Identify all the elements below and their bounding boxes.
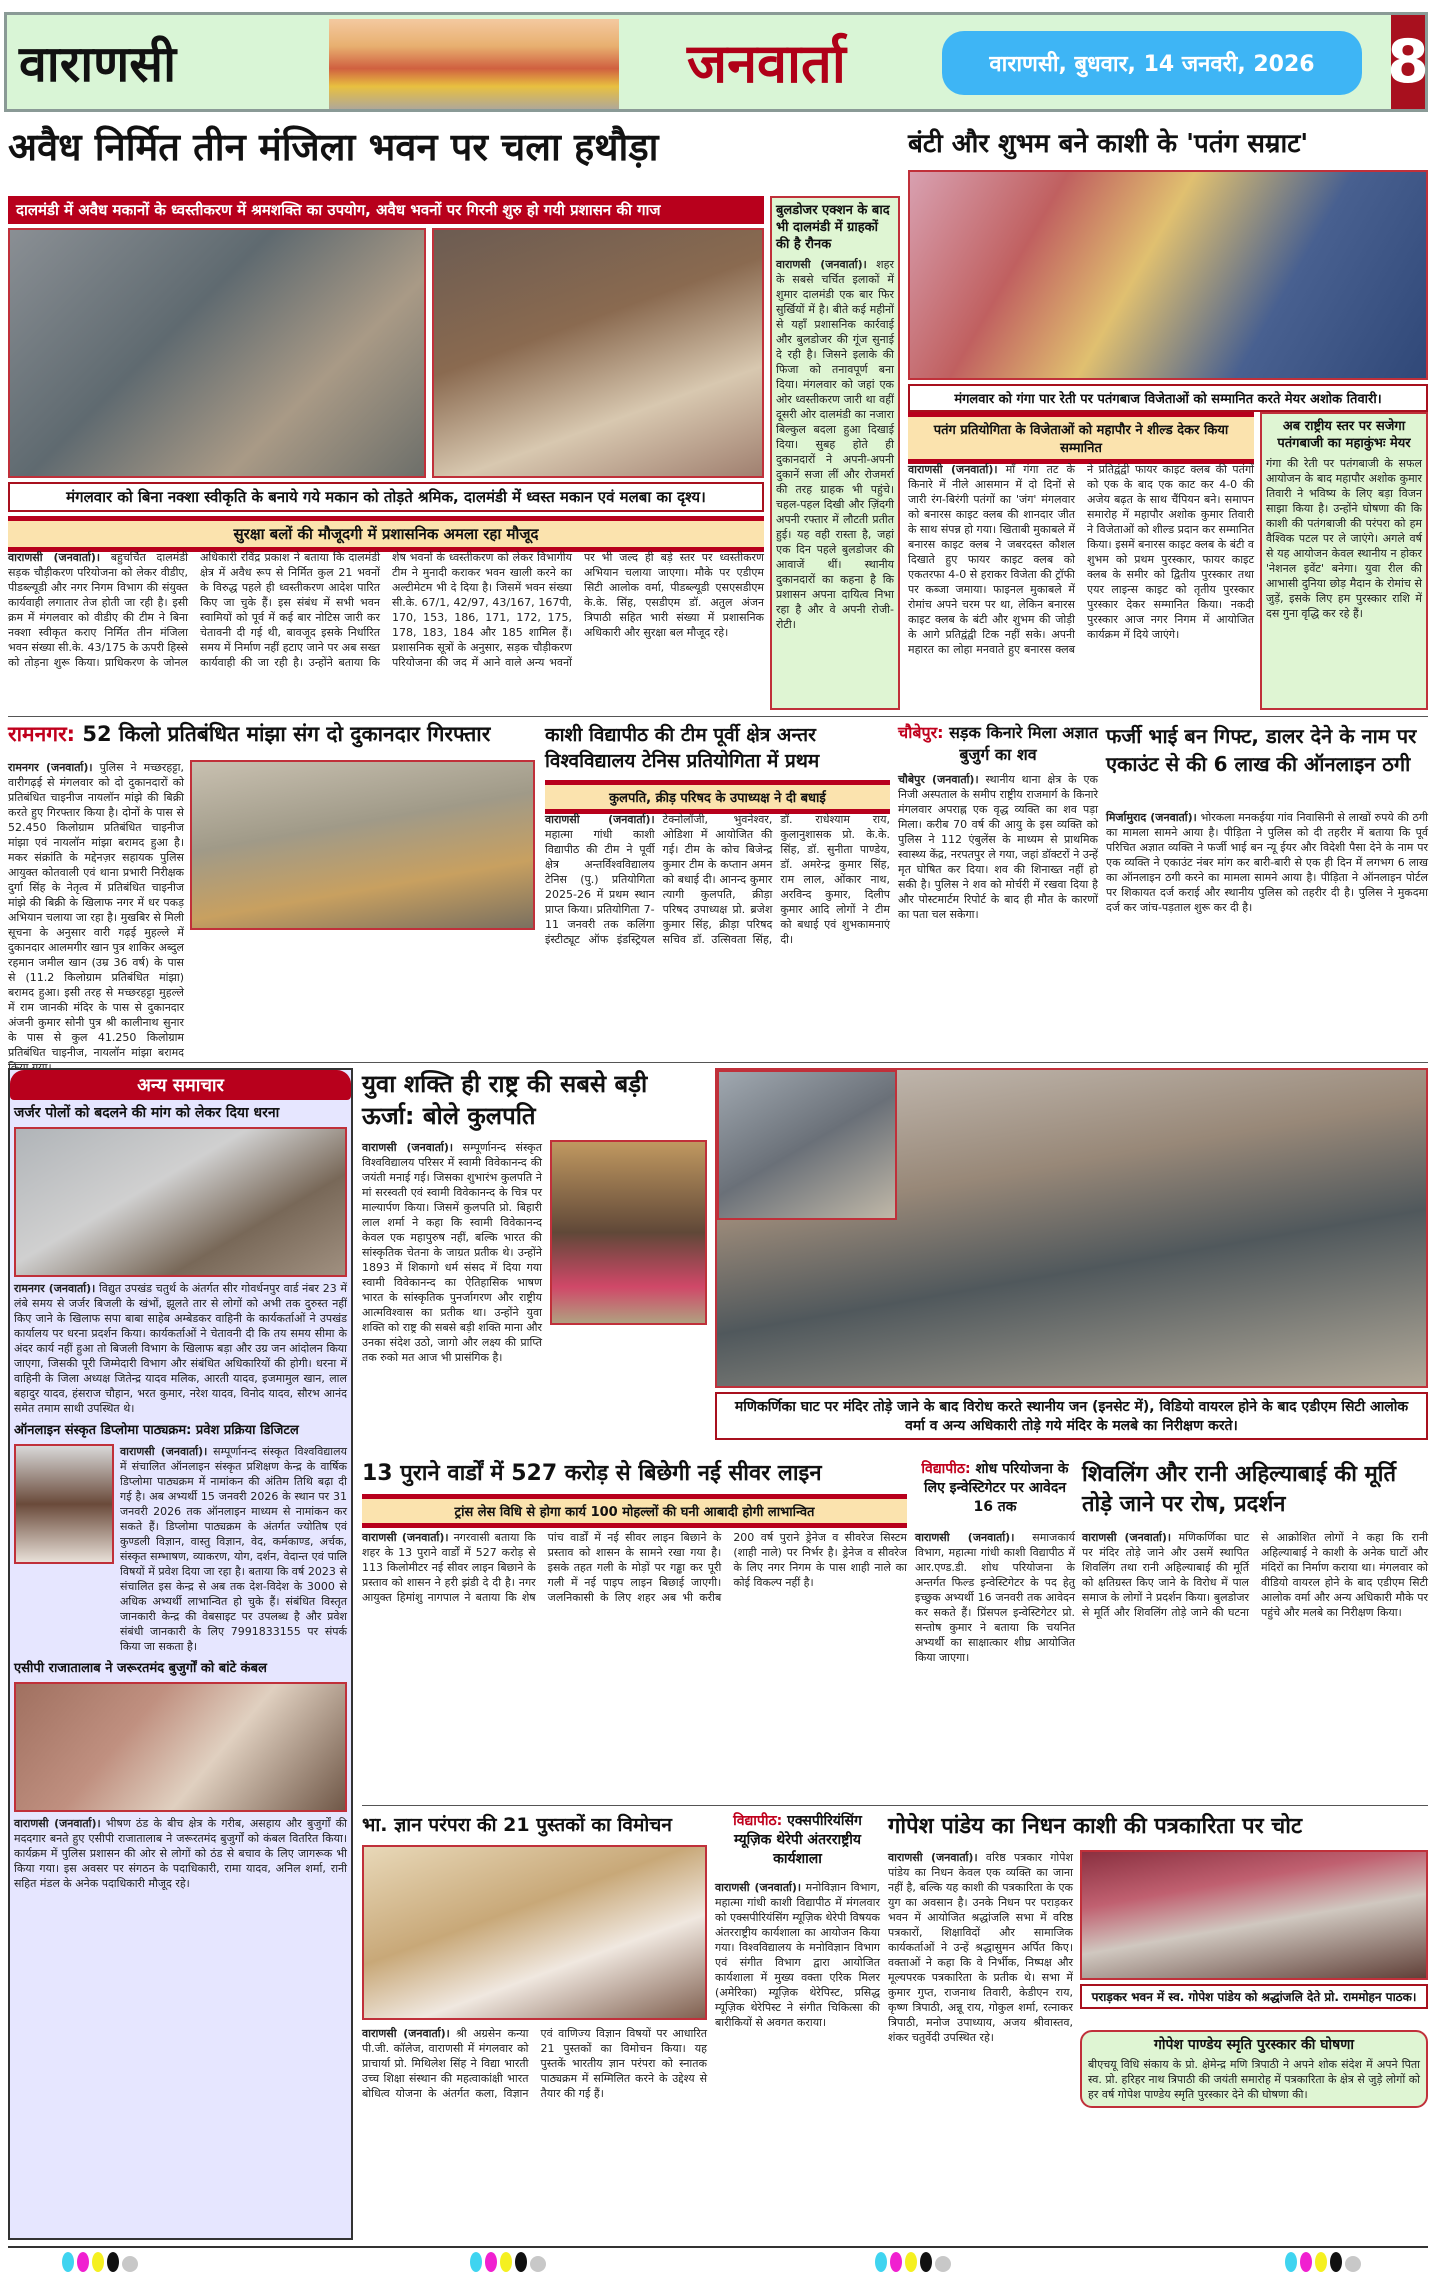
ramnagar-police-photo [190, 760, 535, 930]
kite-body [908, 462, 1254, 710]
registration-mark-group [1285, 2252, 1364, 2276]
kite-winners-photo [908, 170, 1428, 380]
registration-dot [875, 2252, 887, 2272]
gopesh-body [888, 1850, 1073, 2238]
registration-dot [500, 2252, 512, 2272]
tennis-dateline: वाराणसी (जनवार्ता)। [545, 813, 655, 826]
registration-mark-group [470, 2252, 549, 2276]
lead-photo-rubble [432, 228, 764, 478]
vidyapith-research-body [915, 1530, 1075, 1798]
other-news-body: सम्पूर्णानन्द संस्कृत विश्वविद्यालय में संचालित ऑनलाइन संस्कृत प्रशिक्षण केन्द्र के वार्षिक डिप्लोमा पाठ्यक्रम में नामांकन की अंतिम तिथि बढ़ा दी गई है। अब अभ्यर्थी 15 जनवरी 2026 के स्थान पर 31 जनवरी 2026 तक ऑनलाइन माध्यम से नामांकन कर सकते हैं। डिप्लोमा पाठ्यक्रम के अंतर्गत ज्योतिष एवं कुण्डली विज्ञान, वास्तु विज्ञान, वेद, कर्मकाण्ड, अर्चक, संस्कृत सम्भाषण, व्याकरण, योग, दर्शन, वेदान्त एवं पालि विषयों में प्रवेश दिया जा रहा है। बताया कि वर्ष 2023 से संचालित इस केन्द्र से अब तक देश-विदेश के 3000 से अधिक अभ्यर्थी लाभान्वित हो चुके हैं। संबंधित विस्तृत जानकारी केन्द्र की वेबसाइट पर उपलब्ध है और प्रवेश संबंधी जानकारी के लिए 7991833155 पर संपर्क किया जा सकता है। [120, 1445, 347, 1653]
gopesh-body-text: वरिष्ठ पत्रकार गोपेश पांडेय का निधन केवल एक व्यक्ति का जाना नहीं है, बल्कि यह काशी की पत्रकारिता के एक युग का अवसान है। उनके निधन पर पराड़कर भवन में आयोजित श्रद्धांजलि सभा में वरिष्ठ पत्रकारों, शिक्षाविदों और सामाजिक कार्यकर्ताओं ने उन्हें श्रद्धासुमन अर्पित किए। वक्ताओं ने कहा कि वे निर्भीक, निष्पक्ष और मूल्यपरक पत्रकारिता के प्रतीक थे। सभा में कुमार गुप्त, राजनाथ तिवारी, केडीएन राय, कृष्ण त्रिपाठी, अन्नू राय, गोकुल शर्मा, रत्नाकर त्रिपाठी, मनोज उपाध्याय, अजय श्रीवास्तव, शंकर चतुर्वेदी उपस्थित रहे। [888, 1851, 1074, 2044]
masthead [4, 12, 1428, 112]
vice-chancellor-photo [550, 1140, 707, 1325]
lead-subhead: दालमंडी में अवैध मकानों के ध्वस्तीकरण में श्रमशक्ति का उपयोग, अवैध भवनों पर गिरनी शुरु हो गयी प्रशासन की गाज [8, 196, 764, 224]
inset-protest-photo [717, 1070, 897, 1220]
ramnagar-kicker: रामनगर: [8, 722, 76, 746]
chaubepur-kicker: चौबेपुर: [898, 723, 944, 742]
chaubepur-headline [898, 722, 1098, 766]
registration-dot [920, 2252, 932, 2272]
vidyapith-research-body-text: समाजकार्य विभाग, महात्मा गांधी काशी विद्यापीठ में आर.एण्ड.डी. शोध परियोजना के अन्तर्गत फिल्ड इन्वेस्टिगेटर के पद हेतु इच्छुक अभ्यर्थी 16 जनवरी तक आवेदन कर सकते हैं। प्रिंसपल इन्वेस्टिगेटर प्रो. सन्तोष कुमार ने बताया कि चयनित अभ्यर्थी का साक्षात्कार शीघ्र आयोजित किया जाएगा। [915, 1531, 1075, 1664]
mayor-sidebox-body: गंगा की रेती पर पतंगबाजी के सफल आयोजन के बाद महापौर अशोक कुमार तिवारी ने भविष्य के लिए बड़ा विजन साझा किया है। उन्होंने घोषणा की कि काशी की पतंगबाजी की परंपरा को हम वैश्विक पटल पर ले जाएंगे। अगले वर्ष से यह आयोजन केवल स्थानीय न होकर 'नेशनल इवेंट' बनेगा। युवा रील की आभासी दुनिया छोड़ मैदान के रोमांच से जुड़ें, इसके लिए हम पुरस्कार राशि में दस गुना वृद्धि कर रहे हैं। [1266, 457, 1422, 620]
dateline-badge: वाराणसी, बुधवार, 14 जनवरी, 2026 [942, 31, 1362, 95]
mayor-sidebox [1260, 412, 1428, 710]
sewer-headline: 13 पुराने वार्डों में 527 करोड़ से बिछेगी नई सीवर लाइन [362, 1461, 822, 1486]
ghat-photo [329, 19, 619, 109]
tennis-headline: काशी विद्यापीठ की टीम पूर्वी क्षेत्र अन्तर विश्वविद्यालय टेनिस प्रतियोगिता में प्रथम [545, 724, 820, 772]
sewer-body-text: नगरवासी बताया कि शहर के 13 पुराने वार्डों में 527 करोड़ से 113 किलोमीटर नई सीवर लाइन बिछाने के प्रस्ताव को शासन ने हरी झंडी दे दी है। नगर आयुक्त हिमांशु नागपाल ने बताया कि शेष पांच वार्डों में नई सीवर लाइन बिछाने के प्रस्ताव को शासन के सामने रखा गया है। इसके तहत गली के मोड़ों पर गड्ढा कर पूरी गली में नई पाइप लाइन बिछाई जाएगी। जलनिकासी के लिए शहर अब भी करीब 200 वर्ष पुराने ड्रेनेज व सीवरेज सिस्टम (शाही नाले) पर निर्भर है। ड्रेनेज व सीवरेज के लिए नगर निगम के पास शाही नाले का कोई विकल्प नहीं है। [362, 1531, 907, 1604]
newspaper-logo: जनवार्ता [687, 32, 846, 95]
registration-dot [1345, 2256, 1361, 2272]
chaubepur-headline-text: सड़क किनारे मिला अज्ञात बुजुर्ग का शव [949, 723, 1098, 764]
divider [8, 1062, 1428, 1063]
music-therapy-dateline: वाराणसी (जनवार्ता)। [715, 1881, 802, 1894]
dharna-photo [14, 1127, 347, 1277]
tribute-photo-caption: पराड़कर भवन में स्व. गोपेश पांडेय को श्रद्धांजलि देते प्रो. राममोहन पाठक। [1080, 1984, 1428, 2009]
vidyapith-kicker: विद्यापीठ: [733, 1813, 783, 1829]
registration-dot [92, 2252, 104, 2272]
sewer-body [362, 1530, 907, 1798]
divider [362, 1805, 1428, 1806]
registration-dot [62, 2252, 74, 2272]
other-news-header: अन्य समाचार [10, 1070, 351, 1100]
vidyapith-research-headline-text: शोध परियोजना के लिए इन्वेस्टिगेटर पर आवेदन 16 तक [923, 1461, 1069, 1515]
registration-marks [0, 2252, 1434, 2278]
registration-dot [107, 2252, 119, 2272]
other-news-headline: जर्जर पोलों को बदलने की मांग को लेकर दिया धरना [14, 1105, 280, 1121]
gopesh-dateline: वाराणसी (जनवार्ता)। [888, 1851, 978, 1864]
registration-dot [1285, 2252, 1297, 2272]
registration-dot [905, 2252, 917, 2272]
sewer-dateline: वाराणसी (जनवार्ता)। [362, 1531, 449, 1544]
tennis-body [545, 812, 890, 1058]
chaubepur-body [898, 772, 1098, 1058]
other-news-panel [8, 1068, 353, 2240]
fraud-dateline: मिर्जामुराद (जनवार्ता)। [1106, 811, 1197, 824]
blanket-distribution-photo [14, 1682, 347, 1812]
registration-dot [890, 2252, 902, 2272]
ramnagar-headline-text: 52 किलो प्रतिबंधित मांझा संग दो दुकानदार गिरफ्तार [82, 722, 491, 746]
other-news-dateline: वाराणसी (जनवार्ता)। [14, 1817, 101, 1830]
other-news-body: विद्युत उपखंड चतुर्थ के अंतर्गत सीर गोवर्धनपुर वार्ड नंबर 23 में लंबे समय से जर्जर बिजली के खंभों, झूलते तार से लोगों को अभी तक दुरुस्त नहीं किए जाने के खिलाफ सपा बाबा साहेब अम्बेडकर वाहिनी के कार्यकर्ताओं ने उपखंड कार्यालय पर धरना प्रदर्शन किया। कार्यकर्ताओं ने चेतावनी दी कि तय समय सीमा के अंदर कार्य नहीं हुआ तो बिजली विभाग के खिलाफ बड़ा और उग्र जन आंदोलन किया जाएगा, जिसकी पूरी जिम्मेदारी विभाग और संबंधित अधिकारियों की होगी। धरना में वाहिनी के जिला अध्यक्ष जितेन्द्र यादव मलिक, आरती यादव, इजमामुल खान, लाल बहादुर यादव, हंसराज चौहान, भरत कुमार, नरेश यादव, विनोद यादव, सौरभ आनंद समेत तमाम साथी उपस्थित थे। [14, 1282, 347, 1415]
other-news-headline: ऑनलाइन संस्कृत डिप्लोमा पाठ्यक्रम: प्रवेश प्रक्रिया डिजिटल [14, 1423, 299, 1438]
books-body [362, 2026, 707, 2238]
music-therapy-headline-text: एक्सपीरियंसिंग म्यूज़िक थेरेपी अंतरराष्ट्रीय कार्यशाला [733, 1813, 862, 1867]
award-box-body: बीएचयू विधि संकाय के प्रो. क्षेमेन्द्र मणि त्रिपाठी ने अपने शोक संदेश में अपने पिता स्व. प्रो. हरिहर नाथ त्रिपाठी की जयंती समारोह में पत्रकारिता के क्षेत्र से जुड़े लोगों को हर वर्ष गोपेश पाण्डेय स्मृति पुरस्कार देने की घोषणा की। [1088, 2058, 1420, 2101]
fraud-body-text: भोरकला मनकईया गांव निवासिनी से लाखों रुपये की ठगी का मामला सामने आया है। पीड़िता ने पुलिस को दी तहरीर में बताया कि पूर्व परिचित अज्ञात व्यक्ति ने फर्जी भाई बन न्यू ईयर और विदेशी पैसा देने के नाम पर एक व्यक्ति ने एकाउंट नंबर मांग कर बारी-बारी से एक ही दिन में लगभग 6 लाख का ऑनलाइन ठगी करने का मामला सामने आया है। पीड़िता ने ऑनलाइन पोर्टल पर शिकायत दर्ज कराई और स्थानीय पुलिस को तहरीर दी है। पुलिस ने मुकदमा दर्ज कर जांच-पड़ताल शुरू कर दी है। [1106, 811, 1428, 914]
registration-dot [122, 2256, 138, 2272]
lead-headline: अवैध निर्मित तीन मंजिला भवन पर चला हथौड़ा [8, 125, 659, 169]
temple-photo-caption: मणिकर्णिका घाट पर मंदिर तोड़े जाने के बाद विरोध करते स्थानीय जन (इनसेट में), विडियो वायरल होने के बाद एडीएम सिटी आलोक वर्मा व अन्य अधिकारी तोड़े गये मंदिर के मलबे का निरीक्षण करते। [715, 1392, 1428, 1440]
vidyapith-research-dateline: वाराणसी (जनवार्ता)। [915, 1531, 1015, 1544]
page-number: 8 [1391, 15, 1425, 109]
fraud-body [1106, 810, 1428, 1058]
dalmandi-sidebox-body: शहर के सबसे चर्चित इलाकों में शुमार दालमंडी एक बार फिर सुर्खियों में है। बीते कई महीनों से यहाँ प्रशासनिक कार्रवाई और बुलडोजर की गूंज सुनाई दे रही है। जिसने इलाके की फिजा को तनावपूर्ण बना दिया। मंगलवार को जहां एक ओर ध्वस्तीकरण जारी था वहीं दूसरी ओर दालमंडी का नजारा बिल्कुल बदला हुआ दिखाई दिया। सुबह होते ही दुकानदारों ने अपनी-अपनी दुकानें सजा लीं और रोजमर्रा की तरह ग्राहक भी पहुंचे। चहल-पहल दिखी और ज़िंदगी अपनी रफ्तार में लौटती प्रतीत हुई। यह वही रास्ता है, जहां एक दिन पहले बुलडोजर की आवाजें थीं। स्थानीय दुकानदारों का कहना है कि प्रशासन अपना दायित्व निभा रहा है और वे अपनी रोजी-रोटी। [776, 258, 894, 631]
youth-body [362, 1140, 542, 1450]
tennis-pullquote: कुलपति, क्रीड़ परिषद के उपाध्यक्ष ने दी बधाई [545, 780, 890, 814]
other-news-body: भीषण ठंड के बीच क्षेत्र के गरीब, असहाय और बुजुर्गों की मददगार बनते हुए एसीपी राजातालाब ने जरूरतमंद बुजुर्गों को कंबल वितरित किया। कार्यक्रम में पुलिस प्रशासन की ओर से लोगों को ठंड से बचाव के लिए जागरूक भी किया गया। इस अवसर पर संगठन के पदाधिकारी, रामा यादव, अनिल शर्मा, रानी सहित मंडल के अनेक पदाधिकारी मौजूद रहे। [14, 1817, 347, 1890]
lead-body-text: बहुचर्चित दालमंडी सड़क चौड़ीकरण परियोजना को लेकर वीडीए, पीडब्ल्यूडी और नगर निगम विभाग की संयुक्त कार्यवाही लगातार तेज होती जा रही है। इसी क्रम में मंगलवार को वीडीए की टीम ने बिना नक्शा स्वीकृत कराए निर्मित तीन मंजिला भवन संख्या सी.के. 43/175 के ऊपरी हिस्से को तोड़ना शुरू किया। प्राधिकरण के जोनल अधिकारी रविंद्र प्रकाश ने बताया कि दालमंडी क्षेत्र में अवैध रूप से निर्मित कुल 21 भवनों के विरुद्ध पहले ही ध्वस्तीकरण आदेश पारित किए जा चुके हैं। इस संबंध में सभी भवन स्वामियों को पूर्व में कई बार नोटिस जारी कर चेतावनी दी गई थी, बावजूद इसके निर्धारित समय में निर्माण नहीं हटाए जाने पर अब सख्त कार्यवाही की जा रही है। उन्होंने बताया कि शेष भवनों के ध्वस्तीकरण को लेकर विभागीय टीम ने मुनादी कराकर भवन खाली करने का अल्टीमेटम भी दे दिया है। जिसमें भवन संख्या सी.के. 67/1, 42/97, 43/167, 167पी, 170, 153, 186, 171, 172, 175, 178, 183, 184 और 185 शामिल हैं। प्रशासनिक सूत्रों के अनुसार, सड़क चौड़ीकरण परियोजना की जद में आने वाले अन्य भवनों पर भी जल्द ही बड़े स्तर पर ध्वस्तीकरण अभियान चलाया जाएगा। मौके पर एडीएम सिटी आलोक वर्मा, पीडब्ल्यूडी एसएसडीएम के.के. सिंह, एसडीएम डॉ. अतुल अंजन त्रिपाठी सहित भारी संख्या में प्रशासनिक अधिकारी और सुरक्षा बल मौजूद रहे। [8, 551, 764, 669]
dalmandi-sidebox [770, 196, 900, 710]
shivling-body [1082, 1530, 1428, 1798]
registration-dot [1330, 2252, 1342, 2272]
registration-dot [1315, 2252, 1327, 2272]
kite-headline: बंटी और शुभम बने काशी के 'पतंग सम्राट' [908, 129, 1309, 159]
tennis-body-text: महात्मा गांधी काशी विद्यापीठ की टीम ने पूर्वी क्षेत्र अन्तर्विश्वविद्यालय टेनिस (पु.) प्रतियोगिता 2025-26 में प्रथम स्थान प्राप्त किया। प्रतियोगिता 7-11 जनवरी तक कलिंगा इंस्टीट्यूट ऑफ इंडस्ट्रियल टेक्नोलॉजी, भुवनेश्वर, ओडिशा में आयोजित की गई। टीम के कोच बिजेन्द्र कुमार टीम के कप्तान अमन को बधाई दी। आनन्द कुमार त्यागी कुलपति, क्रीड़ा परिषद उपाध्यक्ष प्रो. ब्रजेश कुमार सिंह, क्रीड़ा परिषद सचिव डॉ. उत्सिवता सिंह, डॉ. राधेश्याम राय, कुलानुशासक प्रो. के.के. सिंह, डॉ. सुनीता पाण्डेय, डॉ. अमरेन्द्र कुमार सिंह, राम लाल, ओंकार नाथ, अरविन्द कुमार, दिलीप कुमार आदि लोगों ने टीम को बधाई एवं शुभकामनाएं दी। [545, 813, 890, 946]
kite-photo-caption: मंगलवार को गंगा पार रेती पर पतंगबाज विजेताओं को सम्मानित करते मेयर अशोक तिवारी। [908, 384, 1428, 412]
dalmandi-sidebox-title: बुलडोजर एक्शन के बाद भी दालमंडी में ग्राहकों की है रौनक [776, 203, 890, 252]
lead-photo-workers [8, 228, 426, 478]
tribute-photo [1080, 1850, 1428, 1980]
ramnagar-headline [8, 722, 538, 746]
diploma-portrait-photo [14, 1444, 114, 1564]
fraud-headline: फर्जी भाई बन गिफ्ट, डालर देने के नाम पर एकाउंट से की 6 लाख की ऑनलाइन ठगी [1106, 724, 1417, 776]
ramnagar-dateline: रामनगर (जनवार्ता)। [8, 761, 93, 774]
lead-dateline: वाराणसी (जनवार्ता)। [8, 551, 101, 564]
lead-photo-caption: मंगलवार को बिना नक्शा स्वीकृति के बनाये गये मकान को तोड़ते श्रमिक, दालमंडी में ध्वस्त मकान एवं मलबा का दृश्य। [8, 482, 764, 512]
registration-mark-group [62, 2252, 141, 2276]
award-box-title: गोपेश पाण्डेय स्मृति पुरस्कार की घोषणा [1154, 2037, 1354, 2053]
books-body-text: श्री अग्रसेन कन्या पी.जी. कॉलेज, वाराणसी में मंगलवार को प्राचार्या प्रो. मिथिलेश सिंह ने विद्या भारती उच्च शिक्षा संस्थान की महत्वाकांक्षी भारत बोधित्व योजना के अंतर्गत कला, विज्ञान एवं वाणिज्य विज्ञान विषयों पर आधारित 21 पुस्तकों का विमोचन किया। यह पुस्तकें भारतीय ज्ञान परंपरा को स्नातक पाठ्यक्रम में सम्मिलित करने के उद्देश्य से तैयार की गई हैं। [362, 2027, 707, 2100]
music-therapy-body-text: मनोविज्ञान विभाग, महात्मा गांधी काशी विद्यापीठ में मंगलवार को एक्सपीरियंसिंग म्यूज़िक थेरेपी विषयक अंतरराष्ट्रीय कार्यशाला का आयोजन किया गया। विश्वविद्यालय के मनोविज्ञान विभाग एवं संगीत विभाग द्वारा आयोजित कार्यशाला में मुख्य वक्ता एरिक मिलर (अमेरिका) म्यूज़िक थेरेपिस्ट, प्रसिद्ध म्यूज़िक थेरेपिस्ट ने संगीत चिकित्सा की बारीकियों से अवगत कराया। [715, 1881, 880, 2029]
registration-dot [530, 2256, 546, 2272]
chaubepur-dateline: चौबेपुर (जनवार्ता)। [898, 773, 979, 786]
kite-dateline: वाराणसी (जनवार्ता)। [908, 463, 998, 476]
footer-rule [8, 2246, 1428, 2248]
sewer-pullquote: ट्रांस लेस विधि से होगा कार्य 100 मोहल्लों की घनी आबादी होगी लाभान्वित [362, 1494, 907, 1528]
registration-dot [485, 2252, 497, 2272]
chaubepur-body-text: स्थानीय थाना क्षेत्र के एक निजी अस्पताल के समीप राष्ट्रीय राजमार्ग के किनारे मंगलवार अपराह्न एक वृद्ध व्यक्ति का शव पड़ा मिला। करीब 70 वर्ष की आयु के इस व्यक्ति को पुलिस ने 112 एंबुलेंस के माध्यम से प्राथमिक स्वास्थ्य केंद्र, नरपतपुर ले गया, जहां डॉक्टरों ने उन्हें मृत घोषित कर दिया। शव की शिनाख्त नहीं हो सकी है। पुलिस ने शव को मोर्चरी में रखवा दिया है और पोस्टमार्टम रिपोर्ट के बाद ही मौत के कारणों का पता चल सकेगा। [898, 773, 1099, 921]
kite-pullquote: पतंग प्रतियोगिता के विजेताओं को महापौर ने शील्ड देकर किया सम्मानित [908, 412, 1254, 464]
music-therapy-body [715, 1880, 880, 2238]
registration-mark-group [875, 2252, 954, 2276]
mayor-sidebox-title: अब राष्ट्रीय स्तर पर सजेगा पतंगबाजी का महाकुंभः मेयर [1277, 419, 1411, 451]
youth-body-text: सम्पूर्णानन्द संस्कृत विश्वविद्यालय परिसर में स्वामी विवेकानन्द की जयंती मनाई गई। जिसका शुभारंभ कुलपति ने मां सरस्वती एवं स्वामी विवेकानन्द के चित्र पर माल्यार्पण किया। जिसमें कुलपति प्रो. बिहारी लाल शर्मा ने कहा कि स्वामी विवेकानन्द केवल एक महापुरुष नहीं, बल्कि भारत की सांस्कृतिक चेतना के जाग्रत प्रतीक थे। उन्होंने 1893 में शिकागो धर्म संसद में दिया गया स्वामी विवेकानन्द का ऐतिहासिक भाषण भारत के सांस्कृतिक पुनर्जागरण और राष्ट्रीय आत्मविश्वास का प्रतीक था। उन्होंने युवा शक्ति को राष्ट्र की सबसे बड़ी शक्ति माना और उनका संदेश उठो, जागो और लक्ष्य की प्राप्ति तक रुको मत आज भी प्रासंगिक है। [362, 1141, 542, 1364]
shivling-headline: शिवलिंग और रानी अहिल्याबाई की मूर्ति तोड़े जाने पर रोष, प्रदर्शन [1082, 1462, 1397, 1517]
award-announcement-box [1080, 2030, 1428, 2108]
lead-body [8, 550, 764, 710]
youth-dateline: वाराणसी (जनवार्ता)। [362, 1141, 454, 1154]
shivling-dateline: वाराणसी (जनवार्ता)। [1082, 1531, 1172, 1544]
registration-dot [935, 2256, 951, 2272]
registration-dot [470, 2252, 482, 2272]
ramnagar-body [8, 760, 184, 1058]
shivling-body-text: मणिकर्णिका घाट पर मंदिर तोड़े जाने और उसमें स्थापित शिवलिंग तथा रानी अहिल्याबाई की मूर्ति को क्षतिग्रस्त किए जाने के विरोध में पाल समाज के लोगों ने प्रदर्शन किया। बुलडोजर से मूर्ति और शिवलिंग तोड़े जाने की घटना से आक्रोशित लोगों ने कहा कि रानी अहिल्याबाई ने काशी के अनेक घाटों और मंदिरों का निर्माण कराया था। मंगलवार को वीडियो वायरल होने के बाद एडीएम सिटी आलोक वर्मा और अन्य अधिकारी मौके पर पहुंचे और मलबे का निरीक्षण किया। [1082, 1531, 1428, 1619]
gopesh-headline: गोपेश पांडेय का निधन काशी की पत्रकारिता पर चोट [888, 1814, 1303, 1839]
ramnagar-body-text: पुलिस ने मच्छरहट्टा, वारीगढ़ई से मंगलवार को दो दुकानदारों को प्रतिबंधित चाइनीज नायलॉन मांझे की बिक्री करते हुए गिरफ्तार किया है। दोनों के पास से 52.450 किलोग्राम प्रतिबंधित चाइनीज मांझा एवं नायलॉन मांझा बरामद हुआ है। मकर संक्रांति के मद्देनज़र सहायक पुलिस आयुक्त कोतवाली एवं थाना प्रभारी निरीक्षक दुर्गा सिंह के नेतृत्व में प्रतिबंधित चाइनीज मांझे की बिक्री के खिलाफ नगर में धर पकड़ अभियान चलाया जा रहा है। मुखबिर से मिली सूचना के अनुसार वारी गढ़ई मुहल्ले में दुकानदार आलमगीर खान पुत्र शाकिर अब्दुल रहमान जमील खान (उम्र 36 वर्ष) के पास से (11.2 किलोग्राम प्रतिबंधित मांझा) बरामद हुआ। इसी तरह से मच्छरहट्टा मुहल्ले में राम जानकी मंदिर के पास से दुकानदार अंजनी कुमार सोनी पुत्र श्री कालीनाथ सुनार के पास से कुल 41.250 किलोग्राम प्रतिबंधित चाइनीज, नायलॉन मांझा बरामद [8, 761, 184, 1059]
registration-dot [1300, 2252, 1312, 2272]
registration-dot [77, 2252, 89, 2272]
youth-headline: युवा शक्ति ही राष्ट्र की सबसे बड़ी ऊर्जा: बोले कुलपति [362, 1070, 648, 1130]
section-city-name: वाराणसी [19, 35, 177, 93]
music-therapy-headline [715, 1812, 880, 1869]
registration-dot [515, 2252, 527, 2272]
vidyapith-kicker: विद्यापीठ: [921, 1461, 971, 1477]
divider [8, 716, 1428, 717]
lead-pullquote: सुरक्षा बलों की मौजूदगी में प्रशासनिक अमला रहा मौजूद [8, 516, 764, 552]
other-news-dateline: रामनगर (जनवार्ता)। [14, 1282, 96, 1295]
books-headline: भा. ज्ञान परंपरा की 21 पुस्तकों का विमोचन [362, 1814, 672, 1836]
vidyapith-research-headline [915, 1460, 1075, 1517]
other-news-headline: एसीपी राजातालाब ने जरूरतमंद बुजुर्गों को बांटे कंबल [14, 1661, 267, 1676]
book-release-photo [362, 1845, 707, 2020]
kite-body-text: माँ गंगा तट के किनारे में नीले आसमान में दो दिनों से जारी रंग-बिरंगी पतंगों का 'जंग' मंगलवार को बनारस काइट क्लब की शानदार जीत के साथ संपन्न हो गया। खिताबी मुकाबले में बनारस काइट क्लब ने जबरदस्त कौशल दिखाते हुए फायर काइट क्लब को एकतरफा 4-0 से हराकर विजेता की ट्रॉफी पर कब्जा जमाया। फाइनल मुकाबले में रोमांच अपने चरम पर था, लेकिन बनारस काइट क्लब के बंटी और शुभम की जोड़ी के आगे प्रतिद्वंद्वी टिक नहीं सके। अपनी महारत का लोहा मनवाते हुए बनारस क्लब ने प्रतिद्वंद्वी फायर काइट क्लब की पतंगों को एक के बाद एक काट कर 4-0 की अजेय बढ़त के साथ चैंपियन बने। समापन समारोह में महापौर अशोक कुमार तिवारी ने विजेताओं को शील्ड प्रदान कर सम्मानित किया। इसमें बनारस काइट क्लब के बंटी व शुभम को प्रथम पुरस्कार, फायर काइट क्लब के समीर को द्वितीय पुरस्कार तथा एयर लाइन्स काइट को तृतीय पुरस्कार पुरस्कार देकर सम्मानित किया। नकदी पुरस्कार आज नगर निगम में आयोजित कार्यक्रम में दिये जाएंगे। [908, 463, 1254, 656]
books-dateline: वाराणसी (जनवार्ता)। [362, 2027, 450, 2040]
other-news-dateline: वाराणसी (जनवार्ता)। [120, 1445, 208, 1458]
dalmandi-dateline: वाराणसी (जनवार्ता)। [776, 258, 867, 271]
